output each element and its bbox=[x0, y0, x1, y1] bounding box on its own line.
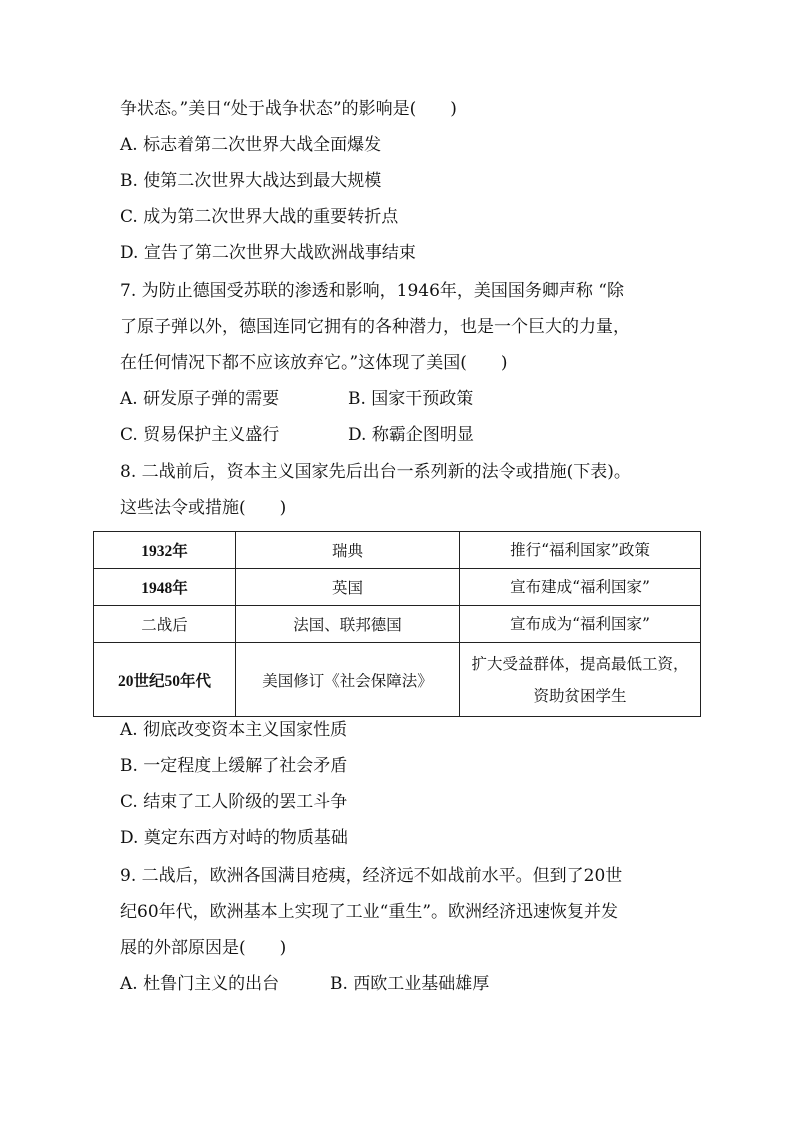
q7-stem-line-3: 在任何情况下都不应该放弃它。”这体现了美国( ) bbox=[120, 353, 508, 373]
table-cell-year: 20世纪50年代 bbox=[94, 643, 236, 717]
table-cell-year: 1948年 bbox=[94, 569, 236, 606]
table-cell-country: 美国修订《社会保障法》 bbox=[236, 643, 460, 717]
q8-option-d: D. 奠定东西方对峙的物质基础 bbox=[120, 828, 348, 848]
q6-option-c: C. 成为第二次世界大战的重要转折点 bbox=[120, 207, 399, 227]
q9-stem-line-3: 展的外部原因是( ) bbox=[120, 938, 287, 958]
q7-option-c: C. 贸易保护主义盛行 bbox=[120, 425, 280, 445]
table-row bbox=[94, 643, 701, 717]
q7-option-d: D. 称霸企图明显 bbox=[348, 425, 474, 445]
table-cell-country: 英国 bbox=[236, 569, 460, 606]
table-row bbox=[94, 569, 701, 606]
table-cell-measure: 扩大受益群体，提高最低工资，资助贫困学生 bbox=[460, 643, 701, 717]
q8-stem-line-2: 这些法令或措施( ) bbox=[120, 498, 287, 518]
q6-option-d: D. 宣告了第二次世界大战欧洲战事结束 bbox=[120, 243, 416, 263]
q9-stem-line-2: 纪60年代，欧洲基本上实现了工业“重生”。欧洲经济迅速恢复并发 bbox=[120, 902, 619, 922]
q7-stem-line-2: 了原子弹以外，德国连同它拥有的各种潜力，也是一个巨大的力量， bbox=[120, 317, 630, 337]
q6-option-b: B. 使第二次世界大战达到最大规模 bbox=[120, 171, 382, 191]
table-cell-year: 1932年 bbox=[94, 532, 236, 569]
q8-option-c: C. 结束了工人阶级的罢工斗争 bbox=[120, 792, 348, 812]
table-row bbox=[94, 532, 701, 569]
q9-option-b: B. 西欧工业基础雄厚 bbox=[330, 974, 490, 994]
table-cell-measure: 宣布成为“福利国家” bbox=[460, 606, 701, 643]
q7-stem-line-1: 7. 为防止德国受苏联的渗透和影响，1946年，美国国务卿声称 “除 bbox=[120, 281, 624, 301]
q7-option-a: A. 研发原子弹的需要 bbox=[120, 389, 280, 409]
table-cell-country: 法国、联邦德国 bbox=[236, 606, 460, 643]
table-cell-measure: 宣布建成“福利国家” bbox=[460, 569, 701, 606]
q6-stem-end: 争状态。”美日“处于战争状态”的影响是( ) bbox=[120, 99, 457, 119]
q8-option-b: B. 一定程度上缓解了社会矛盾 bbox=[120, 756, 348, 776]
table-cell-measure: 推行“福利国家”政策 bbox=[460, 532, 701, 569]
q9-stem-line-1: 9. 二战后，欧洲各国满目疮痍，经济远不如战前水平。但到了20世 bbox=[120, 866, 623, 886]
table-cell-year: 二战后 bbox=[94, 606, 236, 643]
q8-stem-line-1: 8. 二战前后，资本主义国家先后出台一系列新的法令或措施(下表)。 bbox=[120, 462, 631, 482]
q7-option-b: B. 国家干预政策 bbox=[348, 389, 474, 409]
welfare-policy-table bbox=[93, 531, 701, 717]
table-cell-country: 瑞典 bbox=[236, 532, 460, 569]
q9-option-a: A. 杜鲁门主义的出台 bbox=[120, 974, 280, 994]
table-row bbox=[94, 606, 701, 643]
q6-option-a: A. 标志着第二次世界大战全面爆发 bbox=[120, 135, 382, 155]
q8-option-a: A. 彻底改变资本主义国家性质 bbox=[120, 720, 348, 740]
